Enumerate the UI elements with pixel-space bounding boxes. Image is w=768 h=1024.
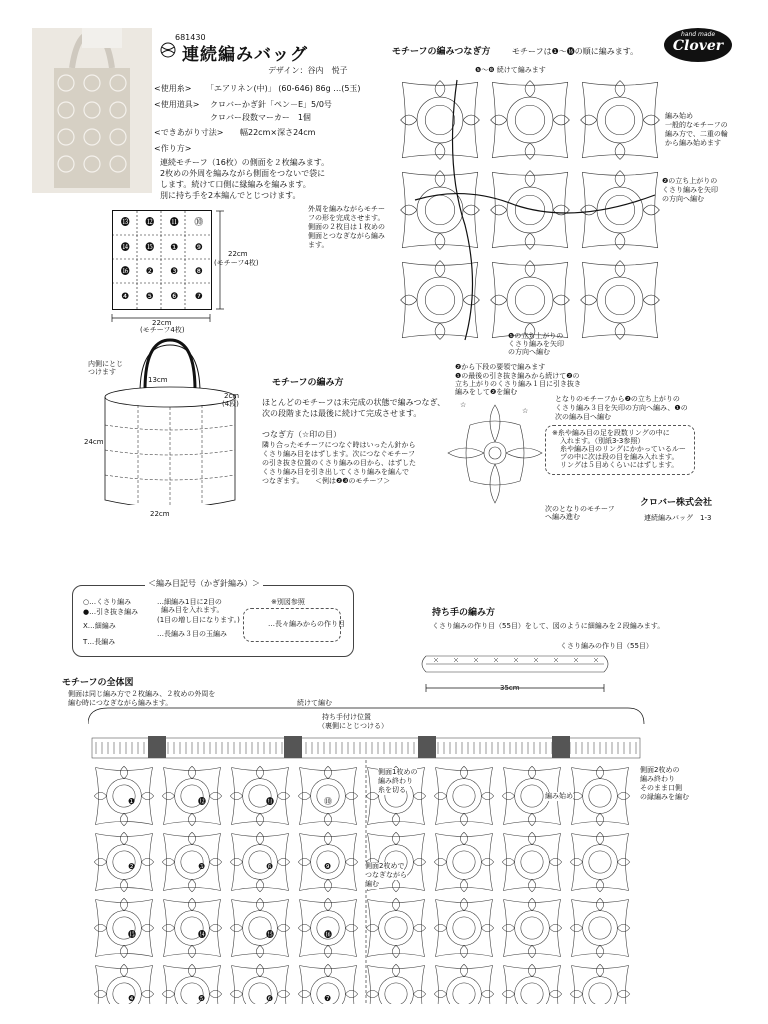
panel-motif-number: ❼ — [194, 291, 203, 302]
legend-mid-4: …長編み３目の玉編み — [157, 630, 227, 638]
overall-cut-2: 編み終わり — [378, 777, 413, 785]
bag-rim-rows: (4段) — [222, 400, 239, 408]
joining-outer-3: 側面の２枚目は１枚めの — [308, 223, 385, 231]
tools-value-2: クロバー段数マーカー 1個 — [210, 113, 311, 122]
panel-dimension-lines — [100, 205, 340, 335]
overall-motif-number: ⓾ — [324, 797, 332, 806]
joining-motif — [491, 81, 570, 160]
joining-motif — [581, 171, 660, 250]
overall-motif — [94, 898, 154, 958]
tools-label: <使用道具> — [154, 100, 200, 109]
overall-motif — [570, 766, 630, 826]
yarn-value: 「エアリネン(中)」 (60-646) 86g …(5玉) — [206, 84, 361, 93]
designer: デザイン：谷内 悦子 — [268, 66, 348, 75]
overall-motif — [298, 766, 358, 826]
page-title: 連続編みバッグ — [182, 45, 308, 65]
overall-motif — [434, 766, 494, 826]
joining-motif — [491, 261, 570, 340]
overall-motif — [94, 964, 154, 1004]
panel-motif-number: ❸ — [170, 267, 179, 277]
overall-motif — [366, 964, 426, 1004]
legend-title: ＜編み目記号（かぎ針編み）＞ — [145, 579, 263, 590]
overall-motif — [502, 964, 562, 1004]
bag-handle-width: 13cm — [148, 376, 168, 384]
legend-mid-1: …細編み1目に2目の — [157, 598, 222, 606]
joining-bottom-1: ❺の立ち上がりの — [508, 332, 564, 340]
overall-cut-1: 側面1枚めの — [378, 768, 418, 776]
overall-motif — [570, 898, 630, 958]
size-label: <できあがり寸法> — [154, 128, 224, 137]
joining-start-3: 編み方で、二重の輪 — [665, 130, 728, 138]
motif-method-sub: つなぎ方（☆印の目） — [262, 430, 342, 439]
bag-photo-illustration — [32, 28, 152, 193]
overall-motif — [230, 964, 290, 1004]
panel-motif-number: ❷ — [145, 267, 154, 277]
overall-motif — [570, 964, 630, 1004]
panel-motif-number: ⓭ — [120, 218, 130, 228]
ring-note-3: 糸や編み目のリングにかかっているルー — [560, 445, 686, 453]
overall-motif — [502, 832, 562, 892]
joining-right-1: ❷の立ち上がりの — [662, 177, 718, 185]
joining-title: モチーフの編みつなぎ方 — [392, 47, 491, 57]
bag-inner-note-1: 内側にとじ — [88, 360, 123, 368]
overall-motif-number: ❼ — [324, 994, 332, 1003]
overall-motif — [298, 898, 358, 958]
legend-item: T…長編み — [83, 638, 116, 646]
bag-photo — [32, 28, 152, 193]
bag-rim-height: 2cm — [224, 392, 240, 400]
overall-cut-3: 糸を切る — [378, 786, 406, 794]
overall-right-3: そのまま口側 — [640, 784, 682, 792]
overall-motif — [570, 832, 630, 892]
panel-width-note: (モチーフ4枚) — [140, 326, 185, 334]
overall-motif — [162, 832, 222, 892]
overall-motif — [230, 766, 290, 826]
motif-r2: くさり編み３目を矢印の方向へ編み、❶の — [555, 404, 688, 412]
joining-motif — [581, 261, 660, 340]
method-line: 連続モチーフ（16枚）の側面を２枚編みます。 — [160, 158, 330, 167]
overall-motif — [366, 898, 426, 958]
method-line: します。続けて口側に縁編みを編みます。 — [160, 180, 311, 189]
overall-motif-number: ❾ — [324, 862, 332, 871]
star-marker-icon: ☆ — [522, 407, 529, 415]
joining-right-3: の方向へ編む — [662, 195, 704, 203]
motif-method-p1: ほとんどのモチーフは未完成の状態で編みつなぎ、 — [262, 398, 446, 407]
clover-logo — [664, 28, 732, 62]
motif-method-s4: くさり編み目を引き出してくさり編みを編んで — [262, 468, 409, 476]
joining-note-top: ❺～❽ 続けて編みます — [475, 66, 546, 74]
overall-motif-number: ❶ — [128, 797, 136, 806]
joining-outer-1: 外周を編みながらモチー — [308, 205, 385, 213]
overall-motif — [162, 898, 222, 958]
overall-motif-number: ⓬ — [198, 797, 206, 806]
overall-right-4: の縁編みを編む — [640, 793, 689, 801]
legend-mid-2: 編み目を入れます。 — [161, 606, 224, 614]
panel-height-note: (モチーフ4枚) — [214, 259, 259, 267]
bag-inner-note-2: つけます — [88, 368, 116, 376]
motif-detail-diagram — [440, 395, 550, 515]
panel-motif-number: ⓮ — [120, 242, 130, 253]
overall-motif-number: ⓭ — [128, 930, 136, 939]
overall-right-2: 編み終わり — [640, 775, 675, 783]
overall-motif-number: ❸ — [198, 862, 206, 871]
panel-motif-number: ⓫ — [169, 218, 179, 228]
joining-order: モチーフは❶～⓰の順に編みます。 — [512, 47, 639, 56]
motif-method-s6: ＜例は❷❸のモチーフ＞ — [315, 477, 391, 485]
company-name: クロバー株式会社 — [640, 498, 713, 508]
bag-height: 24cm — [84, 438, 104, 446]
motif-r1: となりのモチーフから❷の立ち上がりの — [555, 395, 680, 403]
overall-motif-number: ❺ — [198, 994, 206, 1003]
panel-motif-number: ⓬ — [145, 218, 155, 228]
overall-motif-number: ❹ — [128, 994, 136, 1003]
ring-note-4: プの中に次は段の目を編み入れます。 — [560, 453, 679, 461]
stitch-legend — [72, 579, 354, 657]
motif-method-p2: 次の段階または最後に続けて完成させます。 — [262, 409, 422, 418]
overall-motif-number: ❷ — [128, 862, 136, 871]
handle-title: 持ち手の編み方 — [432, 608, 496, 618]
pattern-code: 681430 — [175, 33, 206, 42]
overall-motif-number: ⓮ — [198, 930, 206, 939]
overall-join-2: つなぎながら — [365, 871, 407, 879]
overall-motif-number: ❽ — [266, 862, 274, 871]
joining-diagram — [395, 75, 665, 345]
panel-motif-number: ⓾ — [194, 218, 204, 228]
joining-start-1: 編み始め — [665, 112, 693, 120]
page-number: 連続編みバッグ 1-3 — [644, 514, 712, 522]
panel-motif-number: ❺ — [145, 291, 154, 302]
panel-motif-number: ❹ — [121, 291, 130, 302]
panel-motif-number: ❾ — [194, 242, 203, 253]
overall-desc-2: 編む時につなぎながら編みます。 — [68, 699, 173, 707]
star-marker-icon: ☆ — [460, 401, 467, 409]
overall-motif — [230, 898, 290, 958]
panel-motif-number: ⓰ — [120, 267, 130, 277]
handle-position-1: 持ち手付け位置 — [322, 713, 371, 721]
legend-ref: ※別図参照 — [271, 598, 305, 606]
overall-motif — [162, 964, 222, 1004]
legend-item: ●…引き抜き編み — [83, 608, 139, 616]
legend-item: X…細編み — [83, 622, 116, 630]
joining-outer-4: 側面とつなぎながら編み — [308, 232, 385, 240]
panel-motif-number: ❽ — [194, 267, 203, 277]
joining-bottom-2: くさり編みを矢印 — [508, 340, 564, 348]
joining-motif — [401, 81, 480, 160]
method-line: 別に持ち手を2本編んでとじつけます。 — [160, 191, 301, 200]
legend-ref-box — [243, 608, 345, 642]
overall-motif — [94, 832, 154, 892]
overall-motif — [162, 766, 222, 826]
motif-method-title: モチーフの編み方 — [272, 378, 344, 388]
motif-method-s1: 隣り合ったモチーフにつなぐ時はいったん針から — [262, 441, 416, 449]
joining-start-4: から編み始めます — [665, 139, 721, 147]
overall-desc-1: 側面は同じ編み方で２枚編み、２枚めの外周を — [68, 690, 216, 698]
overall-motif — [502, 898, 562, 958]
handle-desc: くさり編みの作り目（55目）をして、図のように細編みを２段編みます。 — [432, 622, 665, 630]
overall-right-1: 側面2枚めの — [640, 766, 680, 774]
bag-width: 22cm — [150, 510, 170, 518]
logo-text: Clover — [672, 38, 724, 54]
overall-motif — [434, 832, 494, 892]
ring-note-box — [545, 425, 695, 475]
ring-note-5: リングは５目めくらいにはずします。 — [560, 461, 679, 469]
overall-edge-note: 続けて編む — [297, 699, 332, 707]
method-label: <作り方> — [154, 144, 192, 153]
overall-motif — [230, 832, 290, 892]
overall-motif-number: ⓰ — [324, 930, 332, 939]
legend-mid-3: (1目の増し目になります。) — [157, 616, 240, 624]
panel-motif-number: ❶ — [170, 242, 179, 253]
overall-join-3: 編む — [365, 880, 379, 888]
panel-motif-number: ❻ — [170, 291, 179, 302]
joining-motif — [581, 81, 660, 160]
handle-position-2: （裏側にとじつける） — [318, 722, 388, 730]
legend-ref-item: …長々編みからの作り目 — [268, 620, 345, 628]
motif-next-2: へ編み進む — [545, 513, 580, 521]
overall-start: 編み始め — [545, 792, 573, 800]
motif-r3: 次の編み目へ編む — [555, 413, 611, 421]
joining-start-2: 一般的なモチーフの — [665, 121, 728, 129]
overall-motif — [434, 898, 494, 958]
overall-join-1: 側面2枚めで — [365, 862, 405, 870]
overall-motif — [94, 766, 154, 826]
yarn-label: <使用糸> — [154, 84, 192, 93]
handle-length: 35cm — [500, 684, 520, 692]
motif-method-s2: くさり編み目をはずします。次につなぐモチーフ — [262, 450, 415, 458]
logo-tagline: hand made — [680, 31, 716, 38]
panel-width: 22cm — [152, 319, 172, 327]
yarn-ball-icon — [158, 42, 180, 58]
overall-title: モチーフの全体図 — [62, 678, 134, 688]
panel-height: 22cm — [228, 250, 248, 258]
ring-note-2: 入れます。（別紙3-3参照） — [560, 437, 645, 445]
motif-d4: 編みをして❷を編む — [455, 388, 518, 396]
overall-motif-number: ⓯ — [266, 930, 274, 939]
size-value: 幅22cm×深さ24cm — [240, 128, 316, 137]
overall-motif-number: ⓫ — [266, 797, 274, 806]
panel-motif-number: ⓯ — [145, 242, 155, 253]
motif-d1: ❷から下段の要領で編みます — [455, 363, 546, 371]
joining-right-2: くさり編みを矢印 — [662, 186, 718, 194]
motif-next-1: 次のとなりのモチーフ — [545, 505, 615, 513]
overall-motif-number: ❻ — [266, 994, 274, 1003]
tools-value-1: クロバーかぎ針「ペン－E」5/0号 — [210, 100, 332, 109]
method-line: 2枚めの外周を編みながら側面をつないで袋に — [160, 169, 326, 178]
joining-motif — [491, 171, 570, 250]
motif-d2: ❶の最後の引き抜き編みから続けて❷の — [455, 372, 580, 380]
legend-item: ○…くさり編み — [83, 598, 132, 606]
motif-method-s3: の引き抜き位置のくさり編みの目から、はずした — [262, 459, 416, 467]
overall-diagram — [88, 704, 648, 1004]
handle-chain: くさり編みの作り目（55目） — [560, 642, 653, 650]
joining-outer-5: ます。 — [308, 241, 329, 249]
joining-bottom-3: の方向へ編む — [508, 348, 550, 356]
ring-note-1: ※糸や編み目の足を段数リングの中に — [552, 429, 670, 437]
motif-d3: 立ち上がりのくさり編み１目に引き抜き — [455, 380, 581, 388]
joining-outer-2: フの形を完成させます。 — [308, 214, 385, 222]
motif-method-s5: つなぎます。 — [262, 477, 304, 485]
overall-motif — [434, 964, 494, 1004]
